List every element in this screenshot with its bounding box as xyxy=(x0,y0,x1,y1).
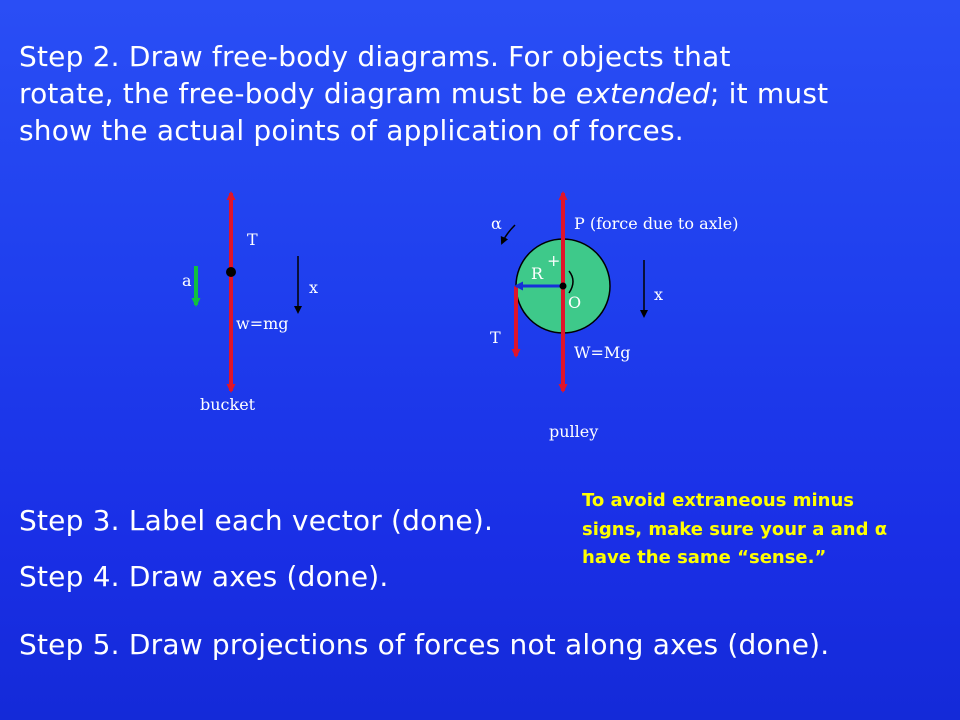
step4-text: Step 4. Draw axes (done). xyxy=(19,560,389,593)
bucket-caption: bucket xyxy=(200,395,256,414)
heading-line-2-start: rotate, the free-body diagram must be xyxy=(19,77,576,110)
pulley-center-label: O xyxy=(568,293,582,312)
pulley-x-axis-label: x xyxy=(654,285,664,304)
bucket-diagram xyxy=(182,193,318,414)
pulley-plus-label: + xyxy=(547,251,561,270)
pulley-diagram xyxy=(490,193,738,441)
heading-line-1: Step 2. Draw free-body diagrams. For objects that xyxy=(19,40,731,73)
heading-line-3: show the actual points of application of forces. xyxy=(19,114,684,147)
pulley-alpha-arrow xyxy=(502,225,515,243)
heading-emphasis: extended xyxy=(575,77,710,110)
pulley-radius-label: R xyxy=(531,264,544,283)
pulley-alpha-label: α xyxy=(491,214,502,233)
bucket-tension-label: T xyxy=(247,230,258,249)
sense-tip-note xyxy=(582,487,912,573)
pulley-caption: pulley xyxy=(549,422,599,441)
pulley-axle-force-label: P (force due to axle) xyxy=(574,214,739,233)
bucket-center-dot xyxy=(226,267,236,277)
note-part-1: To avoid extraneous minus signs, make sure your a and xyxy=(582,490,875,540)
bucket-acceleration-label: a xyxy=(182,271,192,290)
note-alpha-symbol: α xyxy=(874,518,888,540)
heading-line-2-end: ; it must xyxy=(709,77,829,110)
pulley-center-dot xyxy=(560,283,567,290)
note-part-2: have the same “sense.” xyxy=(582,547,827,568)
bucket-weight-label: w=mg xyxy=(236,314,289,333)
step5-text: Step 5. Draw projections of forces not along axes (done). xyxy=(19,628,830,661)
step3-text: Step 3. Label each vector (done). xyxy=(19,504,494,537)
bucket-x-axis-label: x xyxy=(309,278,319,297)
pulley-tension-label: T xyxy=(490,328,501,347)
pulley-weight-label: W=Mg xyxy=(574,343,631,362)
